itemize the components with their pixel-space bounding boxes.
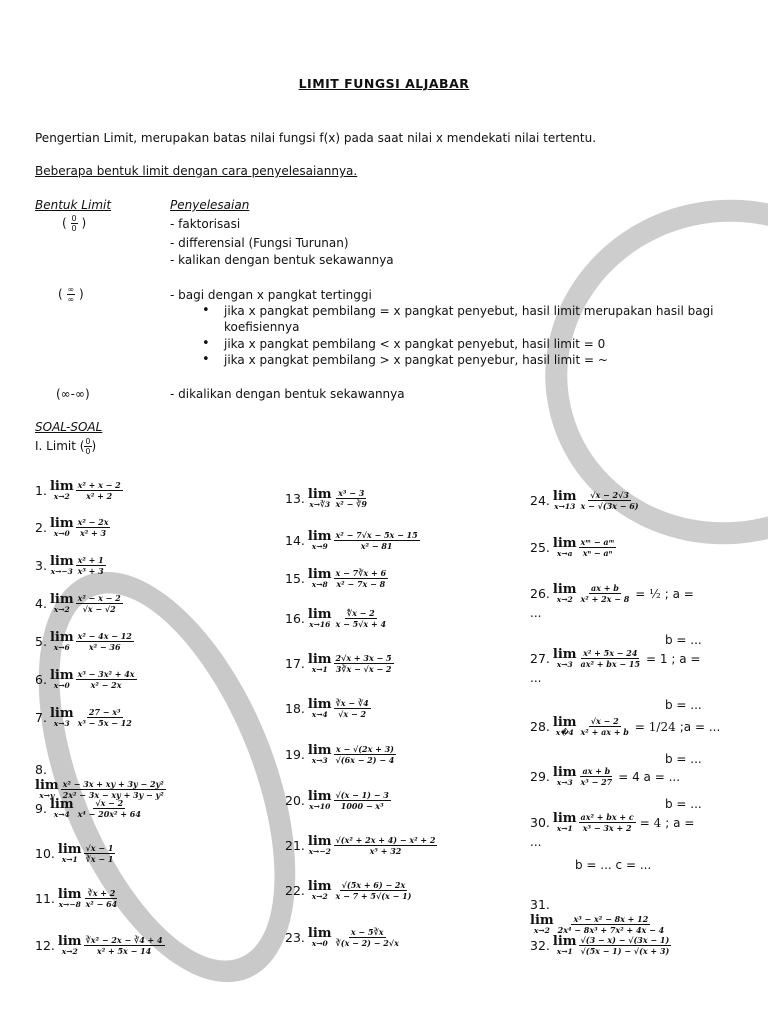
lim-word: lim [49,797,74,812]
lim-subscript: x→a [556,549,573,558]
lim-word: lim [307,697,332,712]
definition-text: Pengertian Limit, merupakan batas nilai fungsi f(x) pada saat nilai x mendekati nilai tertentu. [35,131,597,145]
problem-number: 1. [35,483,47,498]
fraction-expression [579,583,632,604]
lim-subscript: x→3 [53,719,70,728]
problem-14 [285,530,420,551]
fraction-expression [334,488,369,509]
problem-continuation: ... [530,835,542,849]
problem-9 [35,798,143,819]
denominator: 1000 − x³ [340,801,384,811]
problem-28 [530,716,720,737]
problem-12 [35,935,165,956]
lim-operator [553,583,577,604]
lim-operator [50,798,74,819]
lim-word: lim [307,789,332,804]
lim-operator [553,766,577,787]
fraction-expression [334,835,438,856]
numerator: ax + b [590,583,619,593]
bullet-greater: • jika x pangkat pembilang > x pangkat penyebur, hasil limit = ~ [224,353,608,367]
problem-31 [530,897,768,935]
problem-number: 20. [285,793,305,808]
lim-operator [308,568,332,589]
lim-operator [58,888,82,909]
denominator: x² + 2 [86,491,113,501]
lim-operator [50,593,74,614]
denominator: xⁿ − aⁿ [582,548,613,558]
lim-subscript: x→2 [61,947,78,956]
lim-operator [308,488,332,509]
problem-19 [285,744,396,765]
denominator: x − √(3x − 6) [580,501,639,511]
solution-sekawan: - kalikan dengan bentuk sekawannya [170,253,394,267]
lim-subscript: x→−8 [58,900,81,909]
lim-subscript: x→∛3 [309,500,331,509]
problem-number: 9. [35,801,47,816]
problem-number: 27. [530,651,550,666]
lim-word: lim [530,913,554,928]
numerator: ax² + bx + c [580,812,634,822]
denominator: x⁵ + 32 [369,846,402,856]
lim-subscript: x�4 [555,728,574,737]
lim-operator [553,812,577,833]
problem-number: 14. [285,533,305,548]
denominator: ax² + bx − 15 [580,659,641,669]
solution-differensial: - differensial (Fungsi Turunan) [170,236,349,250]
fraction-expression [76,517,111,538]
numerator: √x − 2 [95,798,124,808]
header-bentuk-limit: Bentuk Limit [35,198,112,212]
denominator: √(6x − 2) − 4 [335,755,395,765]
problem-number: 10. [35,846,55,861]
lim-word: lim [57,842,82,857]
problem-result: = ½ [635,586,661,601]
solution-bagi: - bagi dengan x pangkat tertinggi [170,288,372,302]
lim-subscript: x→2 [311,892,328,901]
lim-word: lim [307,607,332,622]
problem-25 [530,537,616,558]
problem-number: 5. [35,634,47,649]
problem-26 [530,583,694,604]
numerator: ax + b [582,766,611,776]
lim-operator [308,608,332,629]
lim-operator [308,744,332,765]
fraction-expression [579,490,641,511]
denominator: √x − √2 [82,604,116,614]
numerator: √(x − 1) − 3 [335,790,389,800]
numerator: x − 7∛x + 6 [335,568,387,578]
problem-number: 3. [35,558,47,573]
problem-tail: ; a = [665,815,695,830]
fraction-expression [334,568,388,589]
denominator: x² + 5x − 14 [96,946,152,956]
lim-word: lim [552,811,577,826]
denominator: ∛(x − 2) − 2√x [335,938,399,948]
numerator: x² + x − 2 [77,480,121,490]
problem-3 [35,555,106,576]
denominator: x² − 2x [90,680,122,690]
numerator: √x − 2 [590,716,619,726]
denominator: x² + 2x − 8 [580,594,630,604]
problem-number: 12. [35,938,55,953]
problem-number: 23. [285,930,305,945]
problem-24 [530,490,641,511]
lim-operator [58,935,82,956]
lim-subscript: x→3 [311,756,328,765]
lim-word: lim [49,630,74,645]
bullet-less: • jika x pangkat pembilang < x pangkat penyebut, hasil limit = 0 [224,337,605,351]
lim-subscript: x→3 [556,778,573,787]
problem-number: 28. [530,719,550,734]
denominator: x² + 3 [79,528,107,538]
denominator: x² − 64 [85,899,118,909]
lim-subscript: x→9 [311,542,328,551]
lim-word: lim [35,778,59,793]
lim-operator [50,707,74,728]
lim-subscript: x→16 [309,620,331,629]
fraction-expression [334,927,401,948]
denominator: √x − 2 [338,709,367,719]
solution-faktorisasi: - faktorisasi [170,217,241,231]
problem-tail: ;a = ... [679,719,721,734]
denominator: x − 5√x + 4 [335,619,387,629]
fraction-expression [334,608,388,629]
lim-subscript: x→0 [311,939,328,948]
lim-operator [553,490,577,511]
problem-number: 16. [285,611,305,626]
fraction-expression [334,530,420,551]
problem-10 [35,843,115,864]
lim-word: lim [49,668,74,683]
fraction-expression [76,555,106,576]
lim-operator [308,927,332,948]
form-inf-minus-inf: (∞-∞) [56,387,90,401]
numerator: √x − 2√3 [590,490,629,500]
problem-tail: ; a = [664,586,694,601]
problem-32 [530,935,671,956]
denominator: x³ − 27 [580,777,613,787]
lim-operator [553,716,577,737]
fraction-expression [579,766,615,787]
lim-subscript: x→2 [53,492,70,501]
lim-word: lim [307,834,332,849]
lim-operator [553,935,577,956]
problem-number: 26. [530,586,550,601]
numerator: ∛x + 2 [87,888,116,898]
denominator: √(5x − 1) − √(x + 3) [580,946,670,956]
lim-operator [308,835,332,856]
numerator: x² + 1 [77,555,104,565]
numerator: x² − 2x [77,517,109,527]
denominator: 3∛x − √x − 2 [335,664,392,674]
lim-subscript: x→2 [53,605,70,614]
fraction-expression [556,914,667,935]
numerator: √(5x + 6) − 2x [341,880,406,890]
fraction-expression [334,880,414,901]
problem-result: = 1/24 [634,719,676,734]
lim-subscript: x→13 [554,502,576,511]
lim-subscript: x→1 [311,665,328,674]
denominator: x⁴ − 20x² + 64 [77,809,141,819]
denominator: x³ + 3 [77,566,104,576]
problem-tail: = 4 a = ... [618,769,681,784]
numerator: x³ − 3x² + 4x [77,669,135,679]
problem-7 [35,707,134,728]
problem-extra: b = ... [665,752,702,766]
problem-number: 30. [530,815,550,830]
problem-4 [35,593,123,614]
problem-29 [530,766,680,787]
problem-number: 21. [285,838,305,853]
problem-22 [285,880,413,901]
problem-continuation: ... [530,671,542,685]
lim-subscript: x→4 [311,710,328,719]
section-fraction: $\frac{0}{0}$ [85,437,91,456]
lim-word: lim [307,652,332,667]
numerator: x² + 5x − 24 [583,648,638,658]
numerator: 2√x + 3x − 5 [335,653,392,663]
lim-word: lim [552,647,577,662]
subheading: Beberapa bentuk limit dengan cara penyelesaiannya. [35,164,358,178]
lim-word: lim [307,879,332,894]
problem-continuation: ... [530,606,542,620]
lim-operator [308,790,332,811]
lim-operator [553,537,577,558]
bullet-equal-cont: koefisiennya [224,320,300,334]
problem-extra: b = ... c = ... [575,858,652,872]
problem-15 [285,568,388,589]
fraction-expression [579,537,617,558]
numerator: xᵐ − aᵐ [580,537,615,547]
lim-word: lim [307,743,332,758]
lim-subscript: x→6 [53,643,70,652]
numerator: x³ − x² − 8x + 12 [573,914,649,924]
fraction-expression [76,593,123,614]
problem-20 [285,790,391,811]
lim-subscript: x→1 [556,947,573,956]
lim-word: lim [307,567,332,582]
fraction-expression [579,812,636,833]
lim-operator [50,480,74,501]
problem-1 [35,480,123,501]
lim-word: lim [307,487,332,502]
numerator: 27 − x³ [88,707,121,717]
problem-21 [285,835,437,856]
problem-number: 22. [285,883,305,898]
fraction-expression [334,790,391,811]
lim-word: lim [307,529,332,544]
lim-subscript: x→2 [556,595,573,604]
fraction-expression [579,716,631,737]
lim-subscript: x→1 [556,824,573,833]
numerator: ∛x² − 2x − ∛4 + 4 [85,935,163,945]
numerator: x² − 7√x − 5x − 15 [335,530,418,540]
lim-word: lim [552,934,577,949]
denominator: 2x² − 3x − xy + 3y − y² [62,790,164,800]
lim-operator [308,698,332,719]
form-fraction: $\frac{0}{0}$ [71,214,77,233]
lim-operator [50,631,74,652]
numerator: x − √(2x + 3) [335,744,394,754]
problem-18 [285,698,371,719]
fraction-expression [61,779,166,800]
lim-operator [308,880,332,901]
lim-subscript: x→−3 [50,567,73,576]
denominator: 2x⁴ − 8x³ + 7x² + 4x − 4 [557,925,665,935]
lim-operator [308,530,332,551]
soal-heading: SOAL-SOAL [35,420,103,434]
numerator: √(3 − x) − √(3x − 1) [580,935,670,945]
problem-16 [285,608,388,629]
problem-tail: = 1 ; a = [646,651,701,666]
fraction-expression [334,744,397,765]
problem-number: 2. [35,520,47,535]
section-1-heading: I. Limit ( $\frac{0}{0}$ ) [35,437,97,456]
lim-operator [530,914,554,935]
problem-number: 19. [285,747,305,762]
problem-8 [35,762,275,800]
lim-subscript: x→0 [53,681,70,690]
numerator: x² − 4x − 12 [77,631,132,641]
problem-number: 29. [530,769,550,784]
lim-word: lim [49,554,74,569]
fraction-expression [84,935,165,956]
problem-number: 18. [285,701,305,716]
problem-result: = 4 [639,815,662,830]
lim-word: lim [552,765,577,780]
fraction-expression [334,698,371,719]
denominator: x² − 36 [88,642,121,652]
lim-word: lim [49,706,74,721]
numerator: √(x² + 2x + 4) − x² + 2 [335,835,436,845]
problem-23 [285,927,401,948]
denominator: ∛x − 1 [85,854,114,864]
fraction-expression [76,669,137,690]
problem-6 [35,669,137,690]
form-zero-over-zero: ( $\frac{0}{0}$ ) [62,214,87,233]
lim-subscript: x→10 [309,802,331,811]
solution-dikalikan: - dikalikan dengan bentuk sekawannya [170,387,405,401]
fraction-expression [84,888,120,909]
bullet-equal: • jika x pangkat pembilang = x pangkat penyebut, hasil limit merupakan hasil bagi [224,304,714,318]
problem-13 [285,488,369,509]
lim-word: lim [49,592,74,607]
lim-subscript: x→−2 [308,847,331,856]
fraction-expression [334,653,394,674]
lim-operator [50,669,74,690]
lim-operator [58,843,82,864]
fraction-expression [579,648,643,669]
lim-subscript: x→3 [556,660,573,669]
denominator: x − 7 + 5√(x − 1) [335,891,412,901]
watermark-arc-right [518,171,768,573]
lim-word: lim [552,582,577,597]
numerator: ∜x − 2 [346,608,375,618]
problem-2 [35,517,110,538]
lim-word: lim [57,887,82,902]
denominator: x² + ax + b [580,727,629,737]
numerator: x² − 3x + xy + 3y − 2y² [62,779,164,789]
problem-number: 25. [530,540,550,555]
denominator: x² − 81 [360,541,393,551]
lim-operator [50,555,74,576]
problem-17 [285,653,394,674]
lim-subscript: x→y [39,791,55,800]
lim-word: lim [552,489,577,504]
numerator: √x − 1 [85,843,114,853]
numerator: x − 5∛x [350,927,384,937]
problem-number: 24. [530,493,550,508]
problem-number: 17. [285,656,305,671]
fraction-expression [76,480,123,501]
lim-word: lim [307,926,332,941]
problem-number: 31. [530,897,550,912]
problem-number: 32. [530,938,550,953]
denominator: x² − ∛9 [335,499,367,509]
problem-number: 7. [35,710,47,725]
lim-word: lim [552,536,577,551]
problem-number: 13. [285,491,305,506]
denominator: x³ − 3x + 2 [582,823,632,833]
problem-27 [530,648,700,669]
numerator: x³ − 3 [338,488,365,498]
problem-5 [35,631,134,652]
lim-operator [553,648,577,669]
numerator: ∛x − ∛4 [335,698,369,708]
header-penyelesaian: Penyelesaian [170,198,250,212]
form-fraction: $\frac{\infty}{\infty}$ [67,285,75,304]
problem-extra: b = ... [665,797,702,811]
fraction-expression [84,843,116,864]
form-inf-over-inf: ( $\frac{\infty}{\infty}$ ) [58,285,84,304]
problem-number: 11. [35,891,55,906]
fraction-expression [76,707,134,728]
lim-word: lim [552,715,577,730]
lim-operator [308,653,332,674]
problem-number: 15. [285,571,305,586]
lim-subscript: x→4 [53,810,70,819]
denominator: x² − 7x − 8 [336,579,386,589]
lim-word: lim [57,934,82,949]
fraction-expression [76,631,134,652]
problem-number: 6. [35,672,47,687]
problem-extra: b = ... [665,633,702,647]
fraction-expression [76,798,143,819]
problem-30 [530,812,694,833]
problem-number: 8. [35,762,47,777]
page-title: LIMIT FUNGSI ALJABAR [298,76,470,91]
denominator: x³ − 5x − 12 [77,718,132,728]
problem-number: 4. [35,596,47,611]
lim-subscript: x→1 [61,855,78,864]
lim-subscript: x→8 [311,580,328,589]
numerator: x² − x − 2 [77,593,121,603]
problem-extra: b = ... [665,698,702,712]
lim-word: lim [49,516,74,531]
lim-operator [50,517,74,538]
lim-word: lim [49,479,74,494]
lim-subscript: x→0 [53,529,70,538]
problem-11 [35,888,119,909]
fraction-expression [579,935,672,956]
lim-subscript: x→2 [533,926,550,935]
